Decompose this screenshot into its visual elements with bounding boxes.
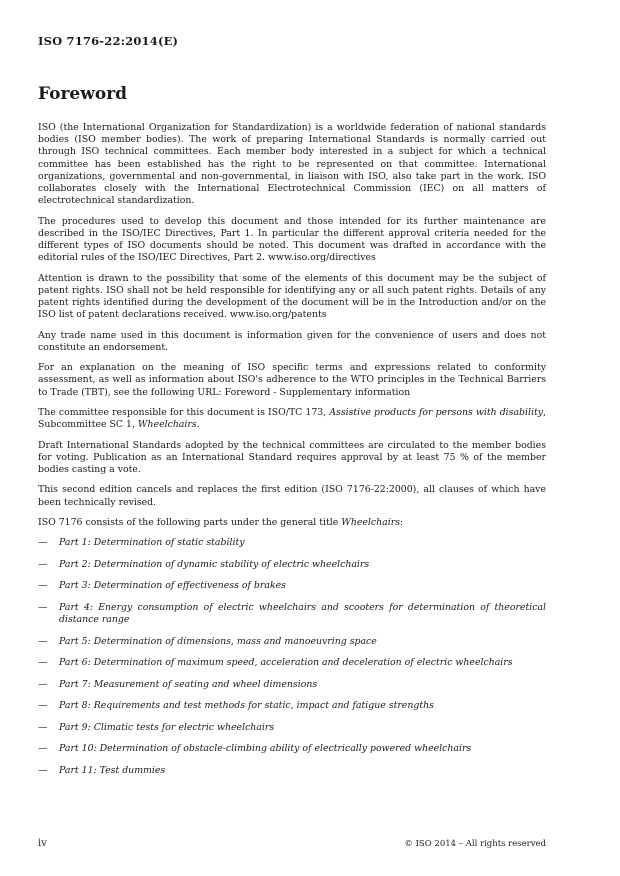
parts-intro-prefix: ISO 7176 consists of the following parts under the general title (38, 516, 342, 528)
dash-bullet: — (38, 558, 48, 570)
list-item-text: Part 6: Determination of maximum speed, acceleration and deceleration of electric wheelchairs (59, 657, 513, 669)
parts-intro-title: Wheelchairs (341, 516, 400, 528)
list-item-text: Part 5: Determination of dimensions, mass and manoeuvring space (59, 635, 377, 647)
document-header: ISO 7176-22:2014(E) (38, 34, 179, 48)
list-item-text: Part 2: Determination of dynamic stability of electric wheelchairs (59, 558, 370, 570)
dash-bullet: — (38, 721, 48, 733)
paragraph-procedures: The procedures used to develop this document and those intended for its further maintenance are described in the ISO/IEC Directives, Part 1. In particular the different approval criteria needed for the different types of ISO documents should be noted. This document was drafted in accordance with the editorial rules of the ISO/IEC Directives, Part 2. www.iso.org/directives (38, 215, 546, 264)
page-title: Foreword (38, 84, 128, 104)
list-item (38, 636, 546, 648)
dash-bullet: — (38, 580, 48, 592)
list-item-text: Part 8: Requirements and test methods for static, impact and fatigue strengths (59, 700, 434, 712)
parts-intro-suffix: : (400, 516, 404, 528)
paragraph-conformity: For an explanation on the meaning of ISO specific terms and expressions related to conformity assessment, as well as information about ISO's adherence to the WTO principles in the Technical Barriers to Trade (TBT), see the following URL: Foreword - Supplementary information (38, 362, 546, 398)
page-number: iv (38, 838, 47, 849)
dash-bullet: — (38, 537, 48, 549)
dash-bullet: — (38, 764, 48, 776)
committee-prefix: The committee responsible for this document is ISO/TC 173, (38, 407, 330, 418)
dash-bullet: — (38, 657, 48, 669)
paragraph-voting: Draft International Standards adopted by the technical committees are circulated to the member bodies for voting. Publication as an International Standard requires approval by at least 75 % of the member bodies casting a vote. (38, 439, 546, 475)
list-item-text: Part 1: Determination of static stability (59, 537, 245, 549)
list-item (38, 743, 546, 755)
paragraph-committee (38, 407, 546, 431)
parts-list (38, 537, 546, 776)
dash-bullet: — (38, 601, 48, 613)
list-item (38, 580, 546, 592)
committee-suffix: . (196, 419, 200, 431)
dash-bullet: — (38, 678, 48, 690)
dash-bullet: — (38, 743, 48, 755)
list-item-text: Part 4: Energy consumption of electric wheelchairs and scooters for determination of theoretical distance range (59, 601, 546, 626)
paragraph-parts-intro (38, 517, 546, 529)
dash-bullet: — (38, 635, 48, 647)
list-item (38, 722, 546, 734)
list-item-text: Part 11: Test dummies (59, 764, 166, 776)
list-item (38, 602, 546, 626)
paragraph-iso-intro: ISO (the International Organization for Standardization) is a worldwide federation of national standards bodies (ISO member bodies). The work of preparing International Standards is normally carried out through ISO technical committees. Each member body interested in a subject for which a technical committee has been established has the right to be represented on that committee. International organizations, governmental and non-governmental, in liaison with ISO, also take part in the work. ISO collaborates closely with the International Electrotechnical Commission (IEC) on all matters of electrotechnical standardization. (38, 122, 546, 207)
committee-sc-title: Wheelchairs (137, 419, 197, 431)
paragraph-patents: Attention is drawn to the possibility that some of the elements of this document may be the subject of patent rights. ISO shall not be held responsible for identifying any or all such patent rights. Details of any patent rights identified during the development of the document will be in the Introduction and/or on the ISO list of patent declarations received. www.iso.org/patents (38, 272, 546, 321)
list-item (38, 537, 546, 549)
list-item-text: Part 3: Determination of effectiveness of brakes (59, 580, 286, 592)
paragraph-edition: This second edition cancels and replaces the first edition (ISO 7176-22:2000), all clauses of which have been technically revised. (38, 484, 546, 508)
list-item (38, 657, 546, 669)
list-item (38, 679, 546, 691)
list-item-text: Part 7: Measurement of seating and wheel dimensions (59, 678, 318, 690)
copyright-notice: © ISO 2014 – All rights reserved (404, 839, 546, 849)
paragraph-trade-name: Any trade name used in this document is information given for the convenience of users and does not constitute an endorsement. (38, 329, 546, 353)
list-item (38, 765, 546, 777)
foreword-body (38, 122, 546, 786)
list-item (38, 559, 546, 571)
committee-tc-title: Assistive products for persons with disability (329, 407, 544, 418)
committee-middle: , Subcommittee SC 1, (38, 407, 546, 431)
list-item-text: Part 9: Climatic tests for electric wheelchairs (59, 721, 275, 733)
list-item (38, 700, 546, 712)
dash-bullet: — (38, 700, 48, 712)
list-item-text: Part 10: Determination of obstacle-climbing ability of electrically powered wheelchairs (59, 743, 472, 755)
